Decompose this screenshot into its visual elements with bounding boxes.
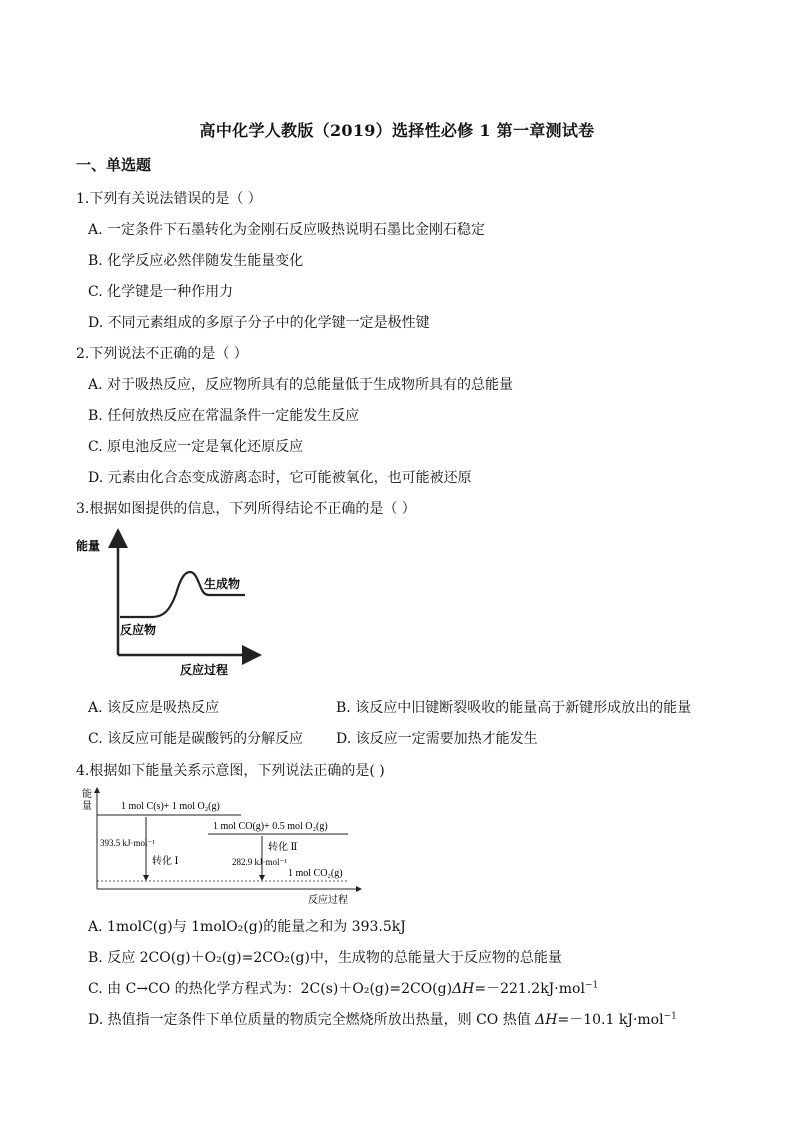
level-1-label: 1 mol C(s)+ 1 mol O₂(g) <box>121 801 220 812</box>
option-c-delta-h: ΔH <box>452 981 475 997</box>
reactant-label: 反应物 <box>120 623 157 637</box>
option-c-exponent: −1 <box>584 980 599 991</box>
x-axis-label: 反应过程 <box>180 663 229 677</box>
question-3-option-a[interactable]: A. 该反应是吸热反应 <box>88 700 220 716</box>
question-2-stem: 2.下列说法不正确的是（ ） <box>76 346 248 362</box>
question-1-option-d[interactable]: D. 不同元素组成的多原子分子中的化学键一定是极性键 <box>88 315 430 331</box>
question-1-option-b[interactable]: B. 化学反应必然伴随发生能量变化 <box>88 253 304 269</box>
question-4-option-d[interactable] <box>88 1009 677 1029</box>
question-3-option-b[interactable]: B. 该反应中旧键断裂吸收的能量高于新键形成放出的能量 <box>336 700 692 716</box>
question-2-option-b[interactable]: B. 任何放热反应在常温条件一定能发生反应 <box>88 408 360 424</box>
question-2-option-a[interactable]: A. 对于吸热反应，反应物所具有的总能量低于生成物所具有的总能量 <box>88 377 514 393</box>
question-1-option-c[interactable]: C. 化学键是一种作用力 <box>88 284 234 300</box>
energy-2-label: 282.9 kJ·mol⁻¹ <box>232 857 287 867</box>
option-c-value: =－221.2kJ·mol <box>474 981 585 997</box>
y-label-top: 能 <box>82 789 92 800</box>
option-c-equation: C. 由 C→CO 的热化学方程式为：2C(s)＋O₂(g)=2CO(g) <box>88 981 453 997</box>
question-3-stem: 3.根据如图提供的信息，下列所得结论不正确的是（ ） <box>76 501 416 517</box>
x-axis-label: 反应过程 <box>308 895 348 906</box>
question-4-option-c[interactable] <box>88 978 598 998</box>
question-3-option-d[interactable]: D. 该反应一定需要加热才能发生 <box>336 731 538 747</box>
product-label: 生成物 <box>204 577 241 591</box>
page-title: 高中化学人教版（2019）选择性必修 1 第一章测试卷 <box>199 121 595 140</box>
section-heading: 一、单选题 <box>76 156 152 174</box>
question-3-option-c[interactable]: C. 该反应可能是碳酸钙的分解反应 <box>88 731 304 747</box>
question-2-option-d[interactable]: D. 元素由化合态变成游离态时，它可能被氧化，也可能被还原 <box>88 470 472 486</box>
option-d-value: =－10.1 kJ·mol <box>557 1012 664 1028</box>
level-2-label: 1 mol CO(g)+ 0.5 mol O₂(g) <box>213 821 328 832</box>
energy-profile-figure <box>76 530 260 680</box>
question-4-stem: 4.根据如下能量关系示意图，下列说法正确的是( ) <box>76 763 385 779</box>
conversion-2-label: 转化 Ⅱ <box>268 842 298 853</box>
conversion-1-label: 转化 Ⅰ <box>152 856 179 867</box>
y-label-bottom: 量 <box>82 801 92 812</box>
question-1-stem: 1.下列有关说法错误的是（ ） <box>76 191 262 207</box>
question-1-option-a[interactable]: A. 一定条件下石墨转化为金刚石反应吸热说明石墨比金刚石稳定 <box>88 222 486 238</box>
option-d-text: D. 热值指一定条件下单位质量的物质完全燃烧所放出热量，则 CO 热值 <box>88 1012 536 1028</box>
question-2-option-c[interactable]: C. 原电池反应一定是氧化还原反应 <box>88 439 304 455</box>
level-3-label: 1 mol CO₂(g) <box>288 868 343 879</box>
option-d-exponent: −1 <box>663 1011 677 1022</box>
y-axis-label: 能量 <box>76 539 101 553</box>
energy-level-diagram <box>76 786 366 908</box>
question-4-option-b[interactable]: B. 反应 2CO(g)＋O₂(g)=2CO₂(g)中，生成物的总能量大于反应物的总能量 <box>88 950 562 966</box>
question-4-option-a[interactable]: A. 1molC(g)与 1molO₂(g)的能量之和为 393.5kJ <box>88 919 406 935</box>
energy-1-label: 393.5 kJ·mol⁻¹ <box>100 838 155 848</box>
option-d-delta-h: ΔH <box>535 1012 558 1028</box>
